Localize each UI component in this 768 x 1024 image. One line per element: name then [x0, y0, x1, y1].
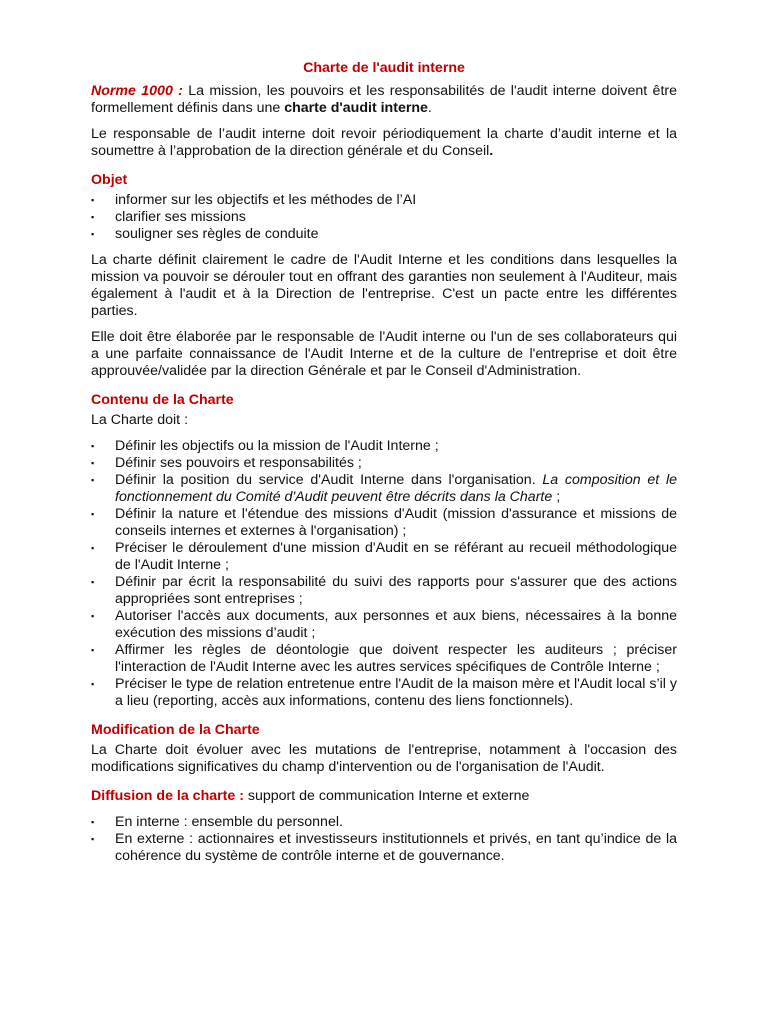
- bullet-icon: ▪: [91, 543, 95, 553]
- list-item: [91, 472, 677, 506]
- bullet-icon: ▪: [91, 509, 95, 519]
- list-item-text: informer sur les objectifs et les méthodes de l’AI: [115, 192, 417, 208]
- bullet-icon: ▪: [91, 834, 95, 844]
- list-item-text: Définir la position du service d'Audit Interne dans l'organisation.: [115, 472, 543, 488]
- bullet-icon: ▪: [91, 458, 95, 468]
- objet-list: [91, 192, 677, 243]
- norme-text: La mission, les pouvoirs et les responsabilités de l'audit interne doivent être formellement définis dans une: [91, 83, 678, 116]
- list-item: [91, 226, 677, 243]
- list-item-text: En externe : actionnaires et investisseurs institutionnels et privés, en tant qu’indice de la cohérence du système de contrôle interne et de gouvernance.: [115, 831, 677, 864]
- contenu-list: [91, 438, 677, 710]
- norme-label: Norme 1000 :: [91, 83, 183, 99]
- list-item: [91, 676, 677, 710]
- list-item-text: Affirmer les règles de déontologie que doivent respecter les auditeurs ; préciser l'interaction de l'Audit Interne avec les autres services spécifiques de Contrôle Interne ;: [115, 642, 677, 675]
- objet-heading: Objet: [91, 172, 128, 188]
- list-item: [91, 814, 677, 831]
- list-item-text: En interne : ensemble du personnel.: [115, 814, 343, 830]
- bullet-icon: ▪: [91, 212, 95, 222]
- list-item: [91, 455, 677, 472]
- page-title: Charte de l'audit interne: [303, 60, 465, 76]
- modification-heading: Modification de la Charte: [91, 722, 260, 738]
- bullet-icon: ▪: [91, 817, 95, 827]
- responsable-end: .: [489, 143, 494, 159]
- list-item: [91, 642, 677, 676]
- diffusion-heading-text: support de communication Interne et externe: [243, 788, 530, 804]
- diffusion-heading: Diffusion de la charte :: [91, 788, 244, 804]
- list-item-text: souligner ses règles de conduite: [115, 226, 319, 242]
- list-item: [91, 831, 677, 865]
- bullet-icon: ▪: [91, 195, 95, 205]
- bullet-icon: ▪: [91, 475, 95, 485]
- contenu-heading: Contenu de la Charte: [91, 392, 234, 408]
- bullet-icon: ▪: [91, 441, 95, 451]
- responsable-text: Le responsable de l’audit interne doit revoir périodiquement la charte d’audit interne et la soumettre à l’approbation de la direction générale et du Conseil: [91, 126, 677, 159]
- contenu-lead: La Charte doit :: [91, 412, 189, 428]
- list-item-text: Préciser le type de relation entretenue entre l'Audit de la maison mère et l'Audit local s’il y a lieu (reporting, accès aux informations, contenu des liens fonctionnels).: [115, 676, 677, 709]
- charte-elaboration-paragraph: Elle doit être élaborée par le responsable de l'Audit interne ou l'un de ses collaborateurs qui a une parfaite connaissance de l'Audit Interne et de la culture de l'entreprise et doit être approuvée/validée par la direction Générale et par le Conseil d'Administration.: [91, 329, 677, 379]
- list-item: [91, 192, 677, 209]
- list-item: [91, 608, 677, 642]
- bullet-icon: ▪: [91, 611, 95, 621]
- list-item-italic: La composition et le fonctionnement du Comité d'Audit peuvent être décrits dans la Charte: [115, 472, 678, 505]
- bullet-icon: ▪: [91, 679, 95, 689]
- bullet-icon: ▪: [91, 229, 95, 239]
- diffusion-list: [91, 814, 677, 865]
- modification-paragraph: La Charte doit évoluer avec les mutations de l'entreprise, notamment à l'occasion des modifications significatives du champ d'intervention ou de l'organisation de l'Audit.: [91, 742, 677, 775]
- list-item-text: Définir la nature et l'étendue des missions d'Audit (mission d'assurance et missions de conseils internes et externes à l'organisation) ;: [115, 506, 677, 539]
- list-item-text: Définir ses pouvoirs et responsabilités ;: [115, 455, 362, 471]
- list-item-text: clarifier ses missions: [115, 209, 246, 225]
- list-item: [91, 574, 677, 608]
- responsable-paragraph: [91, 126, 677, 160]
- list-item-end: ;: [552, 489, 561, 505]
- norme-end: .: [427, 100, 432, 116]
- list-item-text: Définir par écrit la responsabilité du suivi des rapports pour s'assurer que des actions appropriées sont entreprises ;: [115, 574, 677, 607]
- norme-paragraph: [91, 83, 677, 117]
- list-item: [91, 209, 677, 226]
- charte-definition-paragraph: La charte définit clairement le cadre de l'Audit Interne et les conditions dans lesquelles la mission va pouvoir se dérouler tout en offrant des garanties non seulement à l'Auditeur, mais également à l'audit et à la Direction de l'entreprise. C'est un pacte entre les différentes parties.: [91, 252, 677, 319]
- list-item-text: Préciser le déroulement d'une mission d'Audit en se référant au recueil méthodologique de l'Audit Interne ;: [115, 540, 677, 573]
- bullet-icon: ▪: [91, 645, 95, 655]
- norme-bold-term: charte d'audit interne: [284, 100, 428, 116]
- list-item-text: Autoriser l'accès aux documents, aux personnes et aux biens, nécessaires à la bonne exécution des missions d’audit ;: [115, 608, 677, 641]
- list-item: [91, 540, 677, 574]
- list-item: [91, 506, 677, 540]
- list-item-text: Définir les objectifs ou la mission de l'Audit Interne ;: [115, 438, 439, 454]
- diffusion-heading-line: [91, 788, 677, 805]
- bullet-icon: ▪: [91, 577, 95, 587]
- list-item: [91, 438, 677, 455]
